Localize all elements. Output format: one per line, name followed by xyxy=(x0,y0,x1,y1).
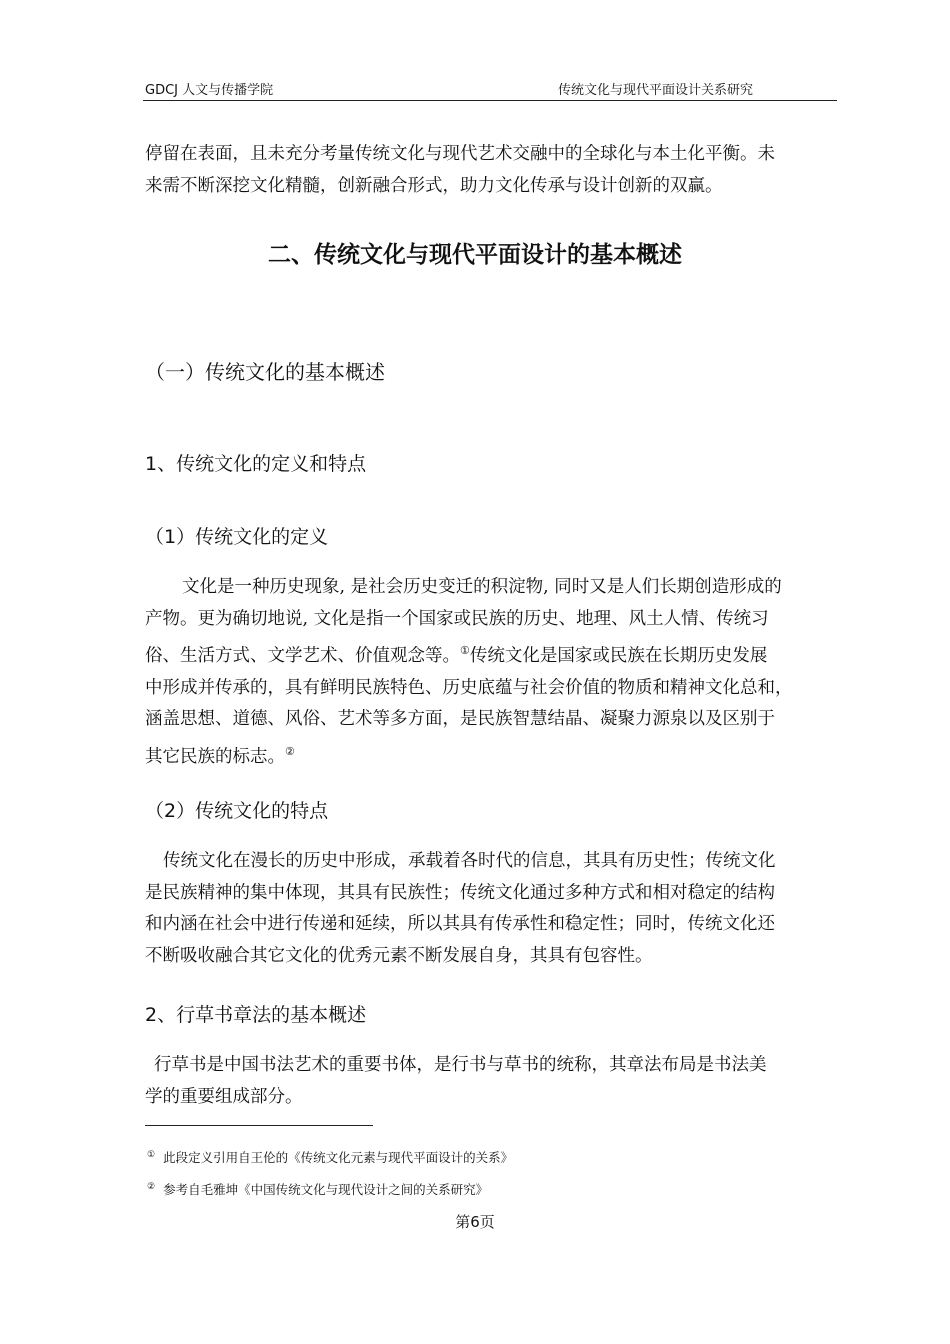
footnote-separator xyxy=(145,1125,373,1126)
footnote-text: 参考自毛雅坤《中国传统文化与现代设计之间的关系研究》 xyxy=(163,1182,489,1197)
cursive-line: 行草书是中国书法艺术的重要书体，是行书与草书的统称，其章法布局是书法美 xyxy=(154,1055,767,1075)
intro-line: 停留在表面，且未充分考量传统文化与现代艺术交融中的全球化与本土化平衡。未 xyxy=(145,144,775,164)
definition-line: 涵盖思想、道德、风俗、艺术等多方面，是民族智慧结晶、凝聚力源泉以及区别于 xyxy=(145,709,775,729)
subsection-title: 1、传统文化的定义和特点 xyxy=(145,453,367,475)
intro-line: 来需不断深挖文化精髓，创新融合形式，助力文化传承与设计创新的双赢。 xyxy=(145,175,723,196)
header-right-text: 传统文化与现代平面设计关系研究 xyxy=(558,83,754,98)
footnote-2 xyxy=(147,1180,488,1198)
section-title: （一）传统文化的基本概述 xyxy=(145,360,385,384)
definition-line: 产物。更为确切地说, 文化是指一个国家或民族的历史、地理、风土人情、传统习 xyxy=(145,608,769,629)
header-rule xyxy=(143,100,837,101)
definition-line xyxy=(145,635,845,673)
chapter-title: 二、传统文化与现代平面设计的基本概述 xyxy=(268,242,682,268)
definition-text: 传统文化是国家或民族在长期历史发展 xyxy=(469,646,768,666)
definition-line: 文化是一种历史现象, 是社会历史变迁的积淀物, 同时又是人们长期创造形成的 xyxy=(182,577,782,597)
definition-title: （1）传统文化的定义 xyxy=(145,526,329,548)
footnote-mark: ① xyxy=(147,1150,156,1160)
header-left-text: GDCJ 人文与传播学院 xyxy=(145,83,274,98)
footnote-reference-1[interactable]: ① xyxy=(460,644,470,657)
footnote-mark: ② xyxy=(147,1182,156,1192)
characteristics-line: 传统文化在漫长的历史中形成，承载着各时代的信息，其具有历史性；传统文化 xyxy=(163,851,776,871)
page-number: 第6页 xyxy=(455,1213,495,1231)
footnote-reference-2[interactable]: ② xyxy=(285,744,295,758)
characteristics-paragraph xyxy=(145,846,845,972)
definition-line xyxy=(145,736,845,774)
intro-paragraph xyxy=(145,139,845,202)
footnote-text: 此段定义引用自王伦的《传统文化元素与现代平面设计的关系》 xyxy=(163,1150,514,1165)
characteristics-line: 是民族精神的集中体现，其具有民族性；传统文化通过多种方式和相对稳定的结构 xyxy=(145,882,775,903)
cursive-paragraph xyxy=(145,1050,845,1113)
definition-text: 俗、生活方式、文学艺术、价值观念等。 xyxy=(145,646,460,666)
footnote-1 xyxy=(147,1148,513,1166)
definition-text: 其它民族的标志。 xyxy=(145,746,285,767)
characteristics-line: 和内涵在社会中进行传递和延续，所以其具有传承性和稳定性；同时，传统文化还 xyxy=(145,914,775,934)
characteristics-title: （2）传统文化的特点 xyxy=(145,800,329,822)
definition-paragraph xyxy=(145,572,845,773)
definition-line: 中形成并传承的，具有鲜明民族特色、历史底蕴与社会价值的物质和精神文化总和， xyxy=(145,677,793,698)
subsection-title: 2、行草书章法的基本概述 xyxy=(145,1004,367,1026)
characteristics-line: 不断吸收融合其它文化的优秀元素不断发展自身，其具有包容性。 xyxy=(145,945,653,966)
cursive-line: 学的重要组成部分。 xyxy=(145,1086,303,1107)
